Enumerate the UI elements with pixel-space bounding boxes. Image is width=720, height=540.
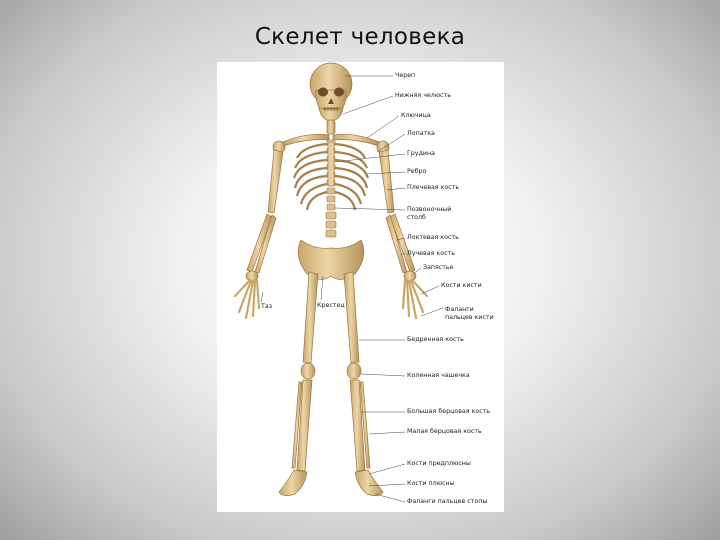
sternum-shape: [328, 142, 334, 186]
label-humerus: Плечевая кость: [407, 184, 460, 191]
label-scapula: Лопатка: [407, 130, 435, 137]
label-skull: Череп: [395, 72, 416, 79]
femur-left: [303, 272, 318, 363]
label-mandible: Нижняя челюсть: [395, 92, 451, 99]
label-sternum: Грудина: [407, 150, 435, 157]
slide-title: Скелет человека: [254, 24, 466, 50]
label-finger-phalanges: Фаланги пальцев кисти: [445, 306, 494, 321]
label-pelvis: Таз: [261, 303, 273, 310]
label-toe-phalanges: Фаланги пальцев стопы: [407, 498, 488, 505]
pelvis-shape: [298, 240, 364, 280]
label-hand-bones: Кости кисти: [441, 282, 482, 289]
humerus-left: [268, 150, 283, 213]
fingers-right: [403, 280, 427, 318]
label-fibula: Малая берцовая кость: [407, 428, 482, 435]
label-rib: Ребро: [407, 168, 427, 175]
patella-left: [301, 363, 315, 379]
label-femur: Бедренная кость: [407, 336, 464, 343]
teeth: [323, 107, 339, 111]
femur-right: [344, 272, 359, 363]
cervical-spine: [327, 120, 335, 134]
fingers-left: [235, 280, 259, 318]
label-patella: Коленная чашечка: [407, 372, 470, 379]
label-ulna: Локтевая кость: [407, 234, 459, 241]
skeleton-diagram-panel: [217, 62, 504, 512]
label-clavicle: Ключица: [401, 112, 431, 119]
foot-left: [279, 470, 307, 496]
patella-right: [347, 363, 361, 379]
label-radius: Лучевая кость: [407, 250, 455, 257]
label-tarsus: Кости предплюсны: [407, 460, 471, 467]
label-carpus: Запястье: [423, 264, 454, 271]
label-spine: Позвоночный столб: [407, 206, 452, 221]
humerus-right: [379, 150, 394, 213]
label-metatarsus: Кости плюсны: [407, 480, 455, 487]
label-tibia: Большая берцовая кость: [407, 408, 491, 415]
label-coccyx: Крестец: [317, 302, 345, 309]
